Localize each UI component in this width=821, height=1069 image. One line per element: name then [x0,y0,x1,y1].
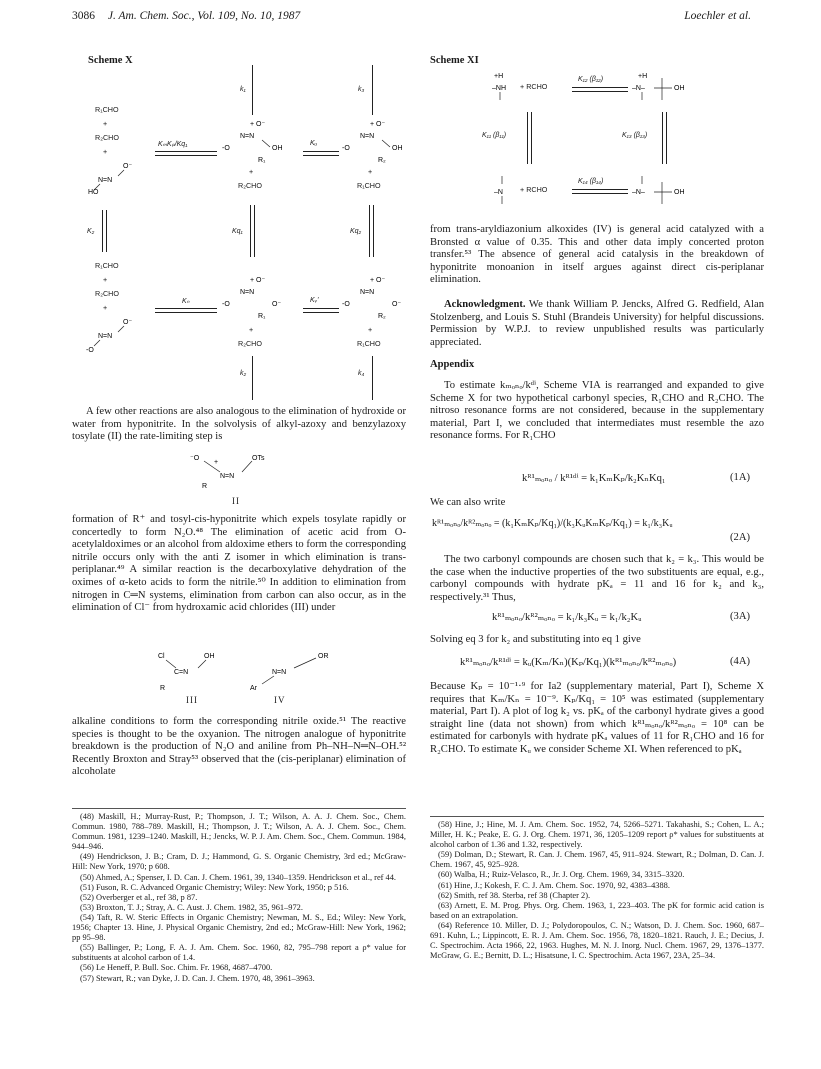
structure-ii [190,450,280,490]
eq-arrow [572,189,628,190]
eq-arrow [527,112,528,164]
ack-heading: Acknowledgment. [444,298,526,310]
svg-text:Ar: Ar [250,685,257,692]
eq-arrow [303,151,339,152]
reactant-r2cho: R₂CHO [95,133,119,142]
svg-text:–N–: –N– [632,85,645,92]
eq-arrow [303,308,339,309]
eq-arrow [250,205,251,257]
equation-number: (3A) [730,611,751,622]
svg-text:-O: -O [222,145,230,152]
svg-text:OH: OH [272,145,283,152]
svg-text:O⁻: O⁻ [123,319,133,326]
body-paragraph: from trans-aryldiazonium alkoxides (IV) is general acid catalyzed with a Bronsted α value of 0.35. This and other data imply concerted proton transfer.⁵³ The absence of general acid catalysis in the breakdown of hyponitrite monoanion in itself argues against direct cis-periplanar elimination. [430,224,764,286]
svg-text:R: R [202,483,208,490]
running-header [72,10,300,22]
compound-label-ii: II [232,496,240,506]
svg-text:N=N: N=N [98,333,113,340]
svg-text:-O: -O [86,347,94,354]
oh-group: OH [674,189,685,196]
plus-sign: + [249,167,254,176]
rate-k3: k₃ [358,86,365,93]
svg-text:HO: HO [88,189,99,194]
plus-sign: + [103,147,108,156]
reactant-r1cho: R₁CHO [95,261,119,270]
svg-text:OH: OH [392,145,403,152]
body-paragraph: Solving eq 3 for k₂ and substituting into eq 1 give [430,634,641,645]
scheme-xi-title: Scheme XI [430,55,479,66]
eq-const-k13: K₁₃ (β₁₃) [622,132,648,139]
eq-const-k12: K₁₂ (β₁₂) [578,76,604,83]
svg-text:⁻O: ⁻O [190,455,200,462]
svg-text:–N–: –N– [632,189,645,196]
oh-group: OH [674,85,685,92]
plus-sign: + [103,275,108,284]
body-paragraph: We can also write [430,497,506,508]
footnote-rule [430,816,764,817]
eq-const-ku: Kᵤ [310,140,318,147]
plus-sign: + [249,325,254,334]
footnote: (57) Stewart, R.; van Dyke, J. D. Can. J. Chem. 1970, 48, 3961–3963. [80,973,315,983]
svg-text:+H: +H [638,73,648,80]
right-col-para3 [430,497,764,510]
equation-4a: kᴿ¹ₘₒₙₒ/kᴿ¹ᵈⁱ = kᵤ(Kₘ/Kₙ)(Kₚ/Kq₁)(kᴿ¹ₘₒₙₒ/kᴿ²ₘₒₙₒ) [460,657,677,668]
k2-arrow [252,356,253,400]
rate-k4: k₄ [358,370,365,377]
carbinolamine-structure [632,70,702,104]
body-paragraph: To estimate kₘₒₙₒ/kᵈⁱ, Scheme VIA is rearranged and expanded to give Scheme X for two hypothetical carbonyl species, R₁CHO and R₂CHO. The nitroso resonance forms are not considered, because in the supplementary material, Part I, we concluded that intermediates must resemble the azo resonance forms. For R₁CHO [430,379,764,442]
right-col-para6 [430,681,764,757]
eq-const-kv: Kᵥ' [310,297,319,304]
svg-text:C=N: C=N [174,669,189,676]
structures-iii-iv [140,650,350,692]
eq-const-k14: K₁₄ (β₁₄) [578,178,604,185]
rate-k1: k₁ [240,86,246,93]
svg-text:–N: –N [494,189,503,196]
left-column-para3 [72,716,406,779]
product-r2cho: R₂CHO [238,181,262,190]
plus-sign: + [368,167,373,176]
svg-text:-O: -O [222,301,230,308]
eq-arrow [373,205,374,257]
acknowledgment [430,299,764,349]
eq-arrow [254,205,255,257]
footnote: (58) Hine, J.; Hine, M. J. Am. Chem. Soc. 1952, 74, 5266–5271. Takahashi, S.; Cohen, L. A.; Miller, H. K.; Peake, E. G. J. Org. Chem. 1971, 36, 1205–1209 report ρ* values for substituents at alcohol carbon of 1.36 and 1.32, respectively. [430,820,764,850]
equation-number: (4A) [730,656,751,667]
footnote-rule [72,808,406,809]
svg-text:R₂: R₂ [378,313,386,320]
hyponitrite-structure [88,158,148,194]
eq-arrow [572,87,628,88]
eq-arrow [572,91,628,92]
footnote: (55) Ballinger, P.; Long, F. A. J. Am. Chem. Soc. 1960, 82, 795–798 report a ρ* value for substituents at alcohol carbon of 1.4. [72,943,406,963]
eq-const-kq2: Kq₂ [350,228,362,235]
footnotes-right [430,820,764,961]
equation-1a: kᴿ¹ₘₒₙₒ / kᴿ¹ᵈⁱ = k₁KₘKₚ/k₂KₙKq₁ [522,473,666,484]
reactant-r1cho: R₁CHO [95,105,119,114]
svg-text:N=N: N=N [240,289,255,296]
footnote: (61) Hine, J.; Kokesh, F. C. J. Am. Chem. Soc. 1970, 92, 4383–4388. [438,880,670,890]
footnote: (51) Fuson, R. C. Advanced Organic Chemistry; Wiley: New York, 1950; p 516. [80,882,349,892]
equation-2a: kᴿ¹ₘₒₙₒ/kᴿ²ₘₒₙₒ = (k₁KₘKₚ/Kq₁)/(k₃KᵤKₘKₚ/Kq₁) = k₁/k₃Kᵤ [432,518,673,529]
adduct-structure [342,118,422,166]
footnote: (50) Ahmed, A.; Spenser, I. D. Can. J. Chem. 1961, 39, 1340–1359. Hendrickson et al., ref 44. [80,872,397,882]
eq-arrow [303,312,339,313]
eq-arrow [572,193,628,194]
footnote: (54) Taft, R. W. Steric Effects in Organic Chemistry; Newman, M. S., Ed.; Wiley: New York, 1956; Chapter 13. Hine, J. Physical Organic Chemistry, 2nd ed.; McGraw-Hill: New York, 1962; pp 95–98. [72,912,406,943]
svg-text:-O: -O [342,301,350,308]
compound-label-iv: IV [274,695,286,705]
footnote: (59) Dolman, D.; Stewart, R. Can. J. Chem. 1967, 45, 911–924. Stewart, R.; Dolman, D. Can. J. Chem. 1967, 45, 925–928. [430,850,764,870]
product-r1cho: R₁CHO [357,339,381,348]
adduct-structure [222,118,302,166]
svg-text:Cl: Cl [158,653,165,660]
footnotes-left [72,812,406,984]
footnote: (56) Le Heneff, P. Bull. Soc. Chim. Fr. 1968, 4687–4700. [80,963,273,973]
svg-text:+: + [214,459,219,466]
footnote: (63) Arnett, E. M. Prog. Phys. Org. Chem. 1963, 1, 223–403. The pK for formic acid cation is based on an extrapolation. [430,900,764,920]
eq-arrow [662,112,663,164]
svg-text:N=N: N=N [272,669,287,676]
left-column-para2 [72,514,406,615]
eq-const-k11: K₁₁ (β₁₁) [482,132,507,139]
eq-arrow [155,151,217,152]
svg-text:R₁: R₁ [258,313,266,320]
eq-arrow [106,210,107,252]
k1-arrow [252,65,253,115]
svg-text:–NH: –NH [492,85,507,92]
eq-arrow [531,112,532,164]
reactant-r2cho: R₂CHO [95,289,119,298]
footnote: (64) Reference 10. Miller, D. J.; Polydoropoulos, C. N.; Watson, D. J. Chem. Soc. 1960, 687–691. Kuhn, L.; Lippincott, E. R. J. Am. Chem. Soc. 1956, 78, 1820–1821. Rauch, J. E.; Decius, J. C. Spectrochim. Acta 1966, 22, 1963. Hughes, M. N. J. Inorg. Nucl. Chem. 1967, 29, 1376–1377. McGraw, G. E.; Bernitt, D. L.; Hisatsune, I. C. Spectrochim. Acta 1967, 23A, 25–34. [430,920,764,961]
svg-text:+H: +H [494,73,504,80]
svg-text:+ O⁻: + O⁻ [250,121,266,128]
svg-text:O⁻: O⁻ [123,163,133,170]
left-column-para1 [72,406,406,444]
body-paragraph: formation of R⁺ and tosyl-cis-hyponitrite which expels tosylate rapidly or concertedly to form N₂O.⁴⁸ The elimination of acetic acid from O-acetylaldoximes or an alcohol from aldoxime ethers to form the corresponding nitrile occurs only with the anti Z isomer in which elimination is trans-periplanar.⁴⁹ A similar reaction is the decarboxylative dehydration of the oximes of α-keto acids to form the nitrile.⁵⁰ In addition to elimination from nitrogen in C═N systems, elimination from carbon can also occur, as in the elimination of Cl⁻ from hydroxamic acid chlorides (III) under [72,514,406,614]
eq-const-kn: Kₙ [182,298,190,305]
product-r2cho: R₂CHO [238,339,262,348]
svg-text:O⁻: O⁻ [272,301,282,308]
eq-arrow [666,112,667,164]
svg-text:+ O⁻: + O⁻ [370,121,386,128]
hyponitrite-anion-structure [86,314,146,354]
eq-arrow [155,312,217,313]
journal-citation: J. Am. Chem. Soc., Vol. 109, No. 10, 1987 [107,10,301,22]
reagent-rcho: + RCHO [520,82,548,91]
svg-text:N=N: N=N [360,133,375,140]
eq-arrow [102,210,103,252]
product-r1cho: R₁CHO [357,181,381,190]
footnote: (53) Broxton, T. J.; Stray, A. C. Aust. J. Chem. 1982, 35, 961–972. [80,902,303,912]
right-col-para4 [430,554,764,604]
compound-label-iii: III [186,695,198,705]
svg-text:N=N: N=N [360,289,375,296]
svg-text:N=N: N=N [240,133,255,140]
eq-arrow [369,205,370,257]
eq-const-kq1: Kq₁ [232,228,243,235]
svg-text:O⁻: O⁻ [392,301,402,308]
right-col-para5 [430,634,764,647]
reagent-rcho: + RCHO [520,185,548,194]
svg-text:OR: OR [318,653,329,660]
svg-text:R: R [160,685,166,692]
eq-const-kmkpkq1: KₘKₚ/Kq₁ [158,141,188,148]
anion-adduct-structure [222,274,302,322]
svg-text:OTs: OTs [252,455,265,462]
footnote: (60) Walba, H.; Ruiz-Velasco, R., Jr. J. Org. Chem. 1969, 34, 3315–3320. [438,870,685,880]
plus-sign: + [368,325,373,334]
anion-adduct-structure [342,274,422,322]
body-paragraph: alkaline conditions to form the corresponding nitrile oxide.⁵¹ The reactive species is thought to be the oxyanion. The nitrogen analogue of hyponitrite breakdown is the production of N₂O and aniline from Ph–NH–N═N–OH.⁵² Recently Broxton and Stray⁵³ observed that the (cis-periplanar) elimination of alcoholate [72,716,406,778]
plus-sign: + [103,303,108,312]
equation-number: (2A) [730,532,751,543]
amine-structure [490,70,520,100]
svg-text:+ O⁻: + O⁻ [370,277,386,284]
appendix-heading: Appendix [430,359,475,371]
footnote: (62) Smith, ref 38. Sterba, ref 38 (Chapter 2). [438,890,591,900]
body-paragraph: The two carbonyl compounds are chosen such that k₂ = k₃. This would be the case when the inductive properties of the two substituents are equal, e.g., carbonyl compounds with hydrate pKₐ = 11 and 16 for k₂ and k₃, respectively.³¹ Thus, [430,554,764,603]
rate-k2: k₂ [240,370,247,377]
body-paragraph: Because Kₚ = 10⁻¹·⁹ for Ia2 (supplementary material, Part I), Scheme X requires that Kₘ/Kₙ = 10⁻⁹. Kₚ/Kq₁ = 10⁵ was estimated (supplementary material, Part I). A plot of log k₂ vs. pKₐ of the carbonyl hydrate gives a good straight line (data not shown) from which kᴿ¹ₘₒₙₒ/kᴿ²ₘₒₙₒ = 10⁸ can be estimated for carbonyls with hydrate pKₐ values of 11 for R₁CHO and 16 for R₂CHO. To estimate Kᵤ we consider Scheme XI. When referenced to pKₐ [430,681,764,755]
svg-text:N=N: N=N [98,177,113,184]
footnote: (48) Maskill, H.; Murray-Rust, P.; Thompson, J. T.; Wilson, A. A. J. Chem. Soc., Chem. Commun. 1980, 788–789. Maskill, H.; Thompson, J. T.; Wilson, A. A. J. Chem. Soc., Chem. Commun. 1981, 1239–1240. Maskill, H.; Jencks, W. P. J. Am. Chem. Soc., Chem. Commun. 1984, 944–946. [72,812,406,852]
amine-structure [492,176,522,206]
body-paragraph: A few other reactions are also analogous to the elimination of hydroxide or water from hyponitrite. In the solvolysis of alkyl-azoxy and benzylazoxy tosylate (II) the rate-limiting step is [72,406,406,443]
eq-arrow [155,308,217,309]
carbinolamine-structure [632,176,702,206]
svg-text:R₁: R₁ [258,157,266,164]
page-number: 3086 [72,10,95,22]
eq-const-k2: K₂ [87,228,95,235]
scheme-x-title: Scheme X [88,55,133,66]
svg-text:-O: -O [342,145,350,152]
equation-number: (1A) [730,472,751,483]
footnote: (49) Hendrickson, J. B.; Cram, D. J.; Hammond, G. S. Organic Chemistry, 3rd ed.; McGraw-Hill: New York, 1970; p 608. [72,852,406,872]
eq-arrow [155,155,217,156]
plus-sign: + [103,119,108,128]
svg-text:N=N: N=N [220,473,235,480]
k3-arrow [372,65,373,115]
equation-3a: kᴿ¹ₘₒₙₒ/kᴿ²ₘₒₙₒ = k₁/k₃Kᵤ = k₁/k₂Kᵤ [492,612,642,623]
ack-text: We thank William P. Jencks, Alfred G. Redfield, Alan Stolzenberg, and Louis S. Stuhl (Brandeis University) for helpful discussions. Permission by W.P.J. to review unpublished results was particularly appreciated. [430,298,764,348]
right-column-text [430,224,764,443]
k4-arrow [372,356,373,400]
svg-text:+ O⁻: + O⁻ [250,277,266,284]
svg-text:R₂: R₂ [378,157,386,164]
svg-text:OH: OH [204,653,215,660]
footnote: (52) Overberger et al., ref 38, p 87. [80,892,198,902]
running-authors: Loechler et al. [684,10,751,22]
eq-arrow [303,155,339,156]
